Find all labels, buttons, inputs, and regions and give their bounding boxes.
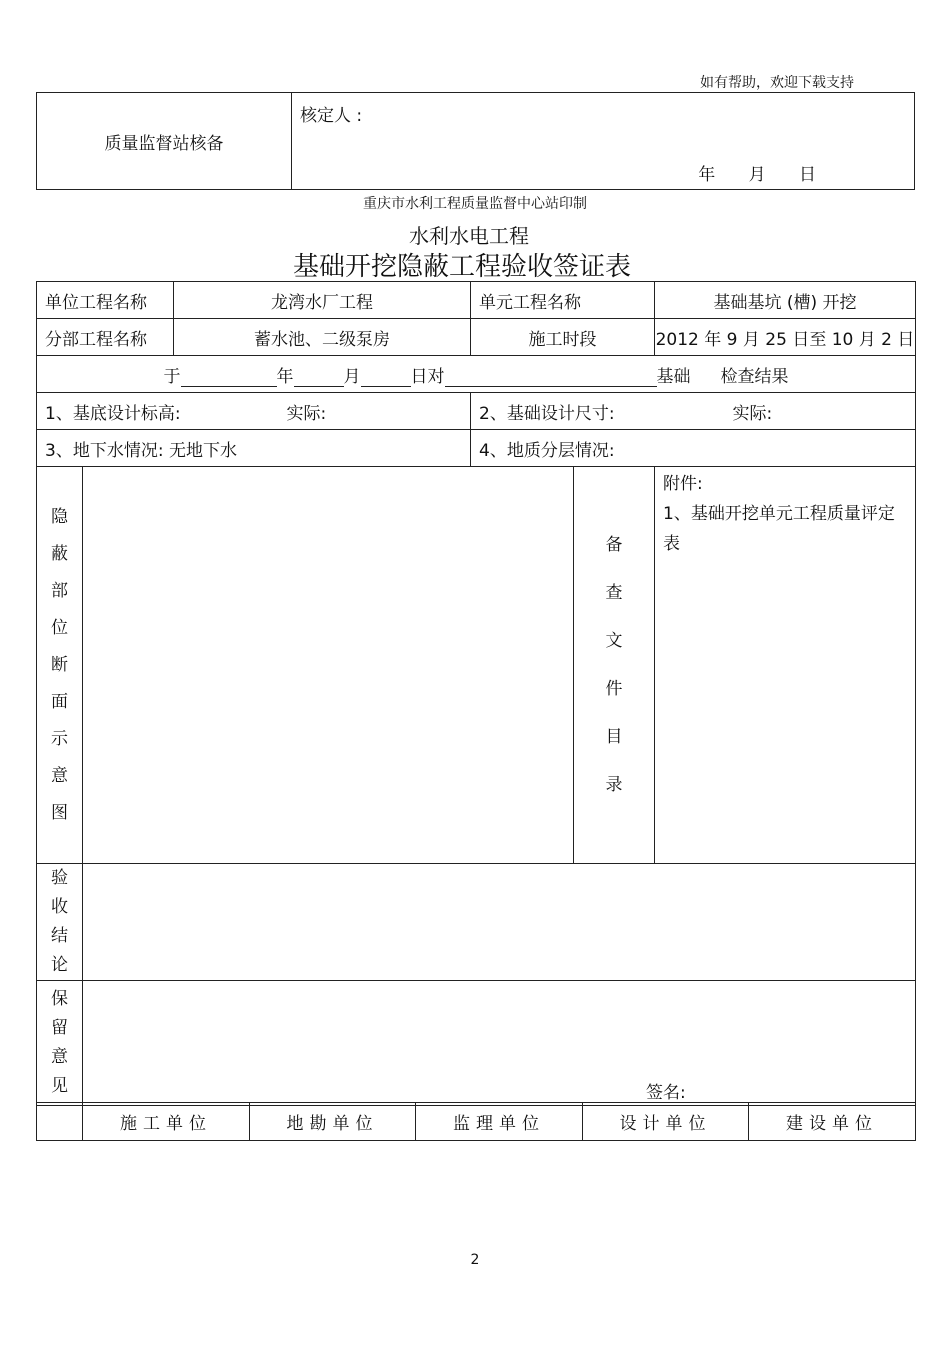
year-text: 年 (276, 366, 294, 387)
unit-owner: 建设单位 (749, 1103, 916, 1141)
month-label: 月 (748, 165, 766, 185)
month-text: 月 (343, 366, 361, 387)
unit-construction: 施工单位 (83, 1103, 250, 1141)
month-blank (294, 368, 344, 387)
ri-dui-text: 日对 (410, 366, 445, 387)
day-blank (361, 368, 411, 387)
diagram-area (83, 467, 574, 864)
element-project-value: 基础基坑 (槽) 开挖 (655, 282, 916, 319)
conclusion-label: 验 收 结 论 (37, 864, 83, 981)
period-value: 2012 年 9 月 25 日至 10 月 2 日 (655, 319, 916, 356)
attachments-cell (655, 467, 916, 864)
yu-text: 于 (163, 366, 181, 387)
units-blank (37, 1103, 83, 1141)
period-label: 施工时段 (471, 319, 655, 356)
unit-design: 设计单位 (583, 1103, 749, 1141)
sub-project-label: 分部工程名称 (37, 319, 174, 356)
base-elevation-label: 1、基底设计标高: (45, 403, 181, 424)
actual-label-2: 实际: (732, 403, 773, 424)
jichu-text: 基础 (656, 366, 691, 387)
form-title: 基础开挖隐蔽工程验收签证表 (292, 252, 631, 282)
groundwater-cell: 3、地下水情况: 无地下水 (37, 430, 471, 467)
geology-cell: 4、地质分层情况: (471, 430, 916, 467)
unit-supervision: 监理单位 (416, 1103, 583, 1141)
date-line (670, 160, 816, 185)
day-label: 日 (799, 165, 816, 185)
acceptance-form-table (36, 281, 916, 1106)
unit-project-label: 单位工程名称 (37, 282, 174, 319)
sub-project-value: 蓄水池、二级泵房 (174, 319, 471, 356)
object-blank (445, 368, 657, 387)
unit-project-value: 龙湾水厂工程 (174, 282, 471, 319)
reservation-label: 保 留 意 见 (37, 981, 83, 1106)
page-number: 2 (470, 1252, 480, 1268)
units-table (36, 1102, 916, 1141)
element-project-label: 单元工程名称 (471, 282, 655, 319)
supervision-filing-label: 质量监督站核备 (37, 93, 292, 190)
files-label: 备 查 文 件 目 录 (574, 467, 655, 864)
signature-label: 签名: (646, 1083, 686, 1103)
inspection-date-row (37, 356, 916, 393)
reservation-area (83, 981, 916, 1106)
year-blank (181, 368, 277, 387)
header-note: 如有帮助，欢迎下载支持 (700, 75, 854, 91)
attachment-item-1: 1、基础开挖单元工程质量评定表 (663, 504, 895, 554)
foundation-size-label: 2、基础设计尺寸: (479, 403, 615, 424)
base-elevation-cell (37, 393, 471, 430)
attachments-label: 附件: (663, 474, 703, 494)
actual-label-1: 实际: (286, 403, 327, 424)
year-label: 年 (698, 165, 716, 185)
unit-survey: 地勘单位 (250, 1103, 416, 1141)
diagram-label: 隐 蔽 部 位 断 面 示 意 图 (37, 467, 83, 864)
conclusion-area (83, 864, 916, 981)
printer-note: 重庆市水利工程质量监督中心站印制 (363, 196, 587, 212)
result-text: 检查结果 (720, 366, 789, 387)
checker-label: 核定人 : (300, 106, 363, 126)
checker-cell (292, 93, 915, 190)
foundation-size-cell (471, 393, 916, 430)
form-subtitle: 水利水电工程 (409, 224, 529, 248)
top-form-table (36, 92, 915, 190)
